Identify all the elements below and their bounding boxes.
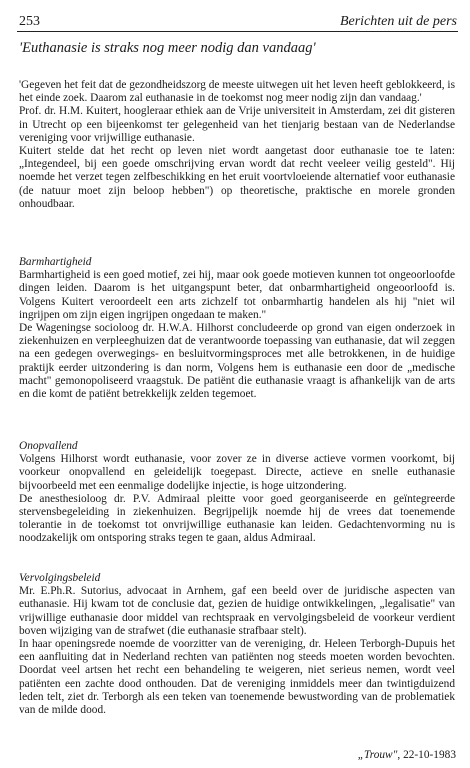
page-header xyxy=(19,6,457,30)
page-number: 253 xyxy=(19,14,40,29)
source-date: , 22-10-1983 xyxy=(397,749,456,761)
section-paragraph: Mr. E.Ph.R. Sutorius, advocaat in Arnhem, gaf een beeld over de juridische aspecten van euthanasie. Hij kwam tot de conclusie dat, gezien de huidige ontwikkelingen, „legalisatie" van vrijwillige euthanasie door middel van rechtspraak en vervolgingsbeleid de voorkeur verdient boven wijziging van de strafwet (die euthanasie strafbaar stelt). xyxy=(19,585,455,637)
source-publication: „Trouw" xyxy=(357,749,398,761)
section-paragraph: De anesthesioloog dr. P.V. Admiraal pleitte voor goed georganiseerde en geïntegreerde stervensbegeleiding in ziekenhuizen. Begrijpelijk noemde hij de vrees dat toenemende tolerantie in de toekomst tot onvrijwillige euthanasie kan leiden. Gedachtenvorming nu is noodzakelijk om ontsporing straks tegen te gaan, aldus Admiraal. xyxy=(19,492,455,545)
intro-paragraph: Kuitert stelde dat het recht op leven niet wordt aangetast door euthanasie toe te laten: „Integendeel, bij een goede omschrijving ervan wordt dat recht veeleer veilig gesteld". Hij noemde het verzet tegen zelfbeschikking en het eruit voortvloeiende alternatief voor euthanasie (de natuur moet zijn beloop hebben") op theoretische, praktische en morele gronden onhoudbaar. xyxy=(19,145,455,210)
section-paragraph: Volgens Hilhorst wordt euthanasie, voor zover ze in diverse actieve vormen voorkomt, bij voorkeur onopvallend en geleidelijk toegepast. Directe, actieve en snelle euthanasie bijvoorbeeld met een eenmalige dodelijke injectie, is hoge uitzondering. xyxy=(19,453,455,492)
section-onopvallend xyxy=(19,440,455,546)
section-vervolgingsbeleid xyxy=(19,572,455,717)
source-citation xyxy=(358,749,456,761)
section-paragraph: In haar openingsrede noemde de voorzitter van de vereniging, dr. Heleen Terborgh-Dupuis het een aanfluiting dat in Nederland rechten van patiënten nog steeds moeten worden bevochten. Doordat veel artsen het recht een behandeling te weigeren, niet serieus nemen, wordt veel patiënten een zachte dood onthouden. Dat de vereniging inmiddels meer dan twintigduizend leden telt, ziet dr. Terborgh als een teken van toenemende bewustwording van de problematiek van de milde dood. xyxy=(19,638,455,717)
section-paragraph: De Wageningse socioloog dr. H.W.A. Hilhorst concludeerde op grond van eigen onderzoek in ziekenhuizen en verpleeghuizen dat de verantwoorde toepassing van euthanasie, dat wil zeggen na een gedegen overwegings- en besluitvormingsproces met alle betrokkenen, in de huidige praktijk eerder uitzondering is dan norm, Volgens hem is euthanasie een door de „medische macht" gemonopoliseerd vraagstuk. De patiënt die euthanasie vraagt is afhankelijk van de arts en die komt de patiënt betrekkelijk zelden tegemoet. xyxy=(19,322,455,401)
section-heading: Onopvallend xyxy=(19,440,78,452)
header-rule xyxy=(17,31,458,32)
section-heading: Barmhartigheid xyxy=(19,256,92,268)
intro-paragraph: 'Gegeven het feit dat de gezondheidszorg de meeste uitwegen uit het leven heeft geblokkeerd, is het einde zoek. Daarom zal euthanasie in de toekomst nog meer nodig zijn dan vandaag.' xyxy=(19,79,455,105)
article-title: 'Euthanasie is straks nog meer nodig dan vandaag' xyxy=(19,40,316,56)
section-barmhartigheid xyxy=(19,256,455,401)
intro-paragraph: Prof. dr. H.M. Kuitert, hoogleraar ethiek aan de Vrije universiteit in Amsterdam, zei dit gisteren in Utrecht op een bijeenkomst ter gelegenheid van het tienjarig bestaan van de Nederlandse vereniging voor vrijwillige euthanasie. xyxy=(19,105,455,144)
section-title: Berichten uit de pers xyxy=(339,14,457,29)
section-heading: Vervolgingsbeleid xyxy=(19,572,101,584)
intro-block xyxy=(19,79,455,211)
section-paragraph: Barmhartigheid is een goed motief, zei hij, maar ook goede motieven kunnen tot ongeoorloofde dingen leiden. Daarom is het uitgangspunt beter, dat onbarmhartigheid ongeoorloofd is. Volgens Kuitert veroordeelt een arts zichzelf tot onbarmhartig handelen als hij "niet wil ingrijpen om zijn eigen ingrijpen ongedaan te maken." xyxy=(19,269,455,321)
